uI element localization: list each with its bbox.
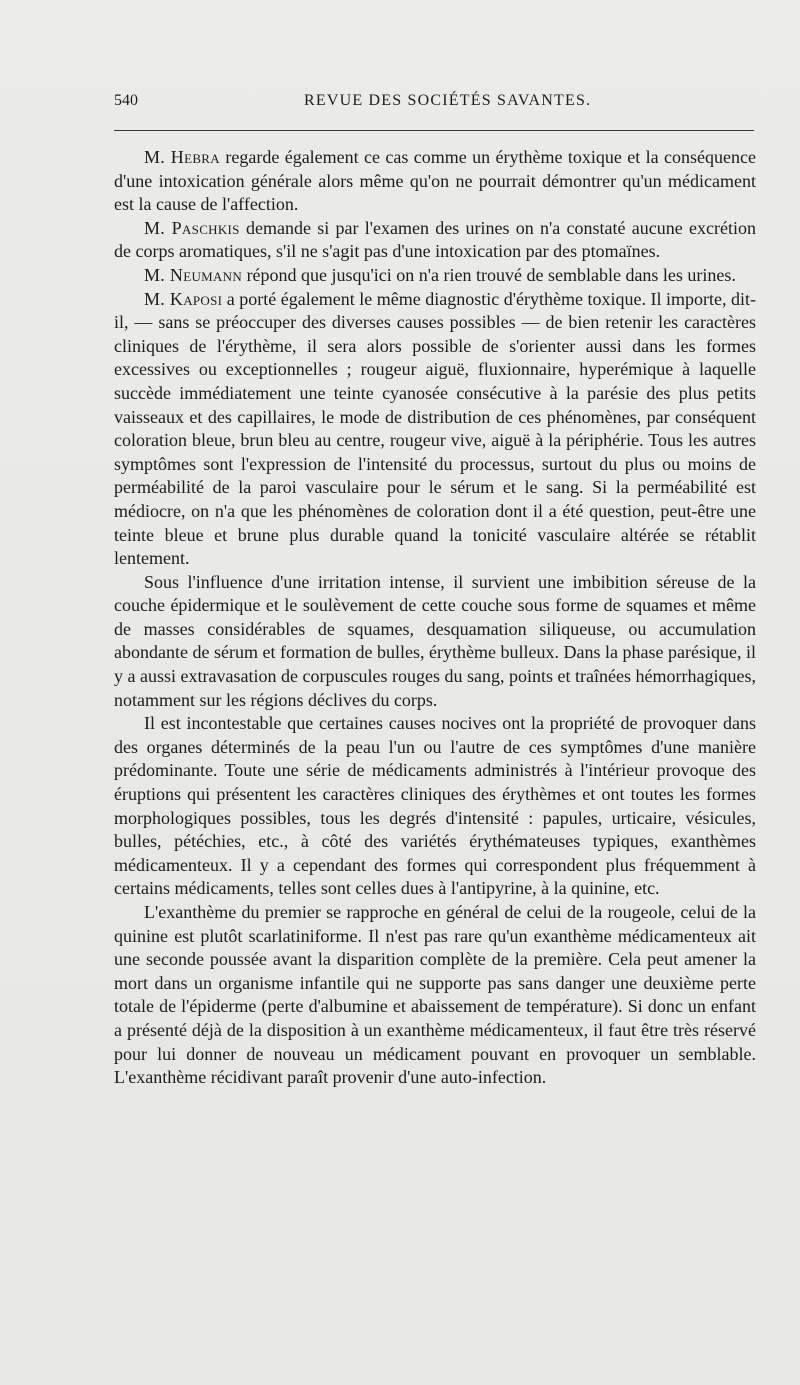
paragraph [114,146,756,217]
paragraph-text: a porté également le même diagnostic d'érythème toxique. Il importe, dit-il, — sans se préoccuper des diverses causes possibles — de bien retenir les caractères cliniques de l'érythème, il sera alors possible de s'orienter aussi dans les formes excessives ou exceptionnelles ; rougeur aiguë, fluxionnaire, hyperémique à laquelle succède immédiatement une teinte cyanosée consécutive à la parésie des plus petits vaisseaux et des capillaires, le mode de distribution de ces phénomènes, par conséquent coloration bleue, brun bleu au centre, rougeur vive, aiguë à la périphérie. Tous les autres symptômes sont l'expression de l'intensité du processus, surtout du plus ou moins de perméabilité de la paroi vasculaire pour le sérum et le sang. Si la perméabilité est médiocre, on n'a que les phénomènes de coloration dont il a été question, peut-être une teinte bleue et brune plus durable quand la tonicité vasculaire altérée se rétablit lentement. [114,288,756,569]
speaker-name: M. Hebra [144,147,220,167]
page-number: 540 [114,92,138,109]
paragraph [114,264,756,288]
paragraph-text: demande si par l'examen des urines on n'a constaté aucune excrétion de corps aromatiques, s'il ne s'agit pas d'une intoxication par des ptomaïnes. [114,217,756,262]
paragraph [114,217,756,264]
body-text [114,146,756,1090]
running-title: REVUE DES SOCIÉTÉS SAVANTES. [304,92,592,109]
speaker-name: M. Kaposi [144,288,223,309]
paragraph [114,571,756,713]
paragraph-text: Sous l'influence d'une irritation intense, il survient une imbibition séreuse de la couche épidermique et le soulèvement de cette couche sous forme de squames et même de masses considérables de squames, desquamation siliqueuse, ou accumulation abondante de sérum et formation de bulles, érythème bulleux. Dans la phase parésique, il y a aussi extravasation de corpuscules rouges du sang, points et traînées hémorrhagiques, notamment sur les régions déclives du corps. [114,571,756,710]
paragraph [114,901,756,1090]
header-rule [114,130,754,131]
paragraph [114,712,756,901]
paragraph-text: Il est incontestable que certaines causes nocives ont la propriété de provoquer dans des organes déterminés de la peau l'un ou l'autre de ces symptômes d'une manière prédominante. Toute une série de médicaments administrés à l'intérieur provoque des éruptions qui présentent les caractères cliniques des érythèmes et ont toutes les formes morphologiques possibles, tous les degrés d'intensité : papules, urticaire, vésicules, bulles, pétéchies, etc., à côté des variétés érythémateuses typiques, exanthèmes médicamenteux. Il y a cependant des formes qui correspondent plus fréquemment à certains médicaments, telles sont celles dues à l'antipyrine, à la quinine, etc. [114,713,756,899]
paragraph-text: regarde également ce cas comme un érythème toxique et la conséquence d'une intoxication générale alors même qu'on ne pourrait démontrer qu'un médicament est la cause de l'affection. [114,147,756,215]
paragraph-text: répond que jusqu'ici on n'a rien trouvé de semblable dans les urines. [242,264,736,285]
speaker-name: M. Neumann [144,264,243,285]
page-header [114,92,754,116]
paragraph-text: L'exanthème du premier se rapproche en général de celui de la rougeole, celui de la quinine est plutôt scarlatiniforme. Il n'est pas rare qu'un exanthème médicamenteux ait une seconde poussée avant la disparition complète de la première. Cela peut amener la mort dans un organisme infantile qui ne supporte pas sans danger une deuxième perte totale de l'épiderme (perte d'albumine et abaissement de température). Si donc un enfant a présenté déjà de la disposition à un exanthème médicamenteux, il faut être très réservé pour lui donner de nouveau un médicament pouvant en provoquer un semblable. L'exanthème récidivant paraît provenir d'une auto-infection. [114,902,756,1088]
speaker-name: M. Paschkis [144,217,240,238]
paragraph [114,288,756,571]
